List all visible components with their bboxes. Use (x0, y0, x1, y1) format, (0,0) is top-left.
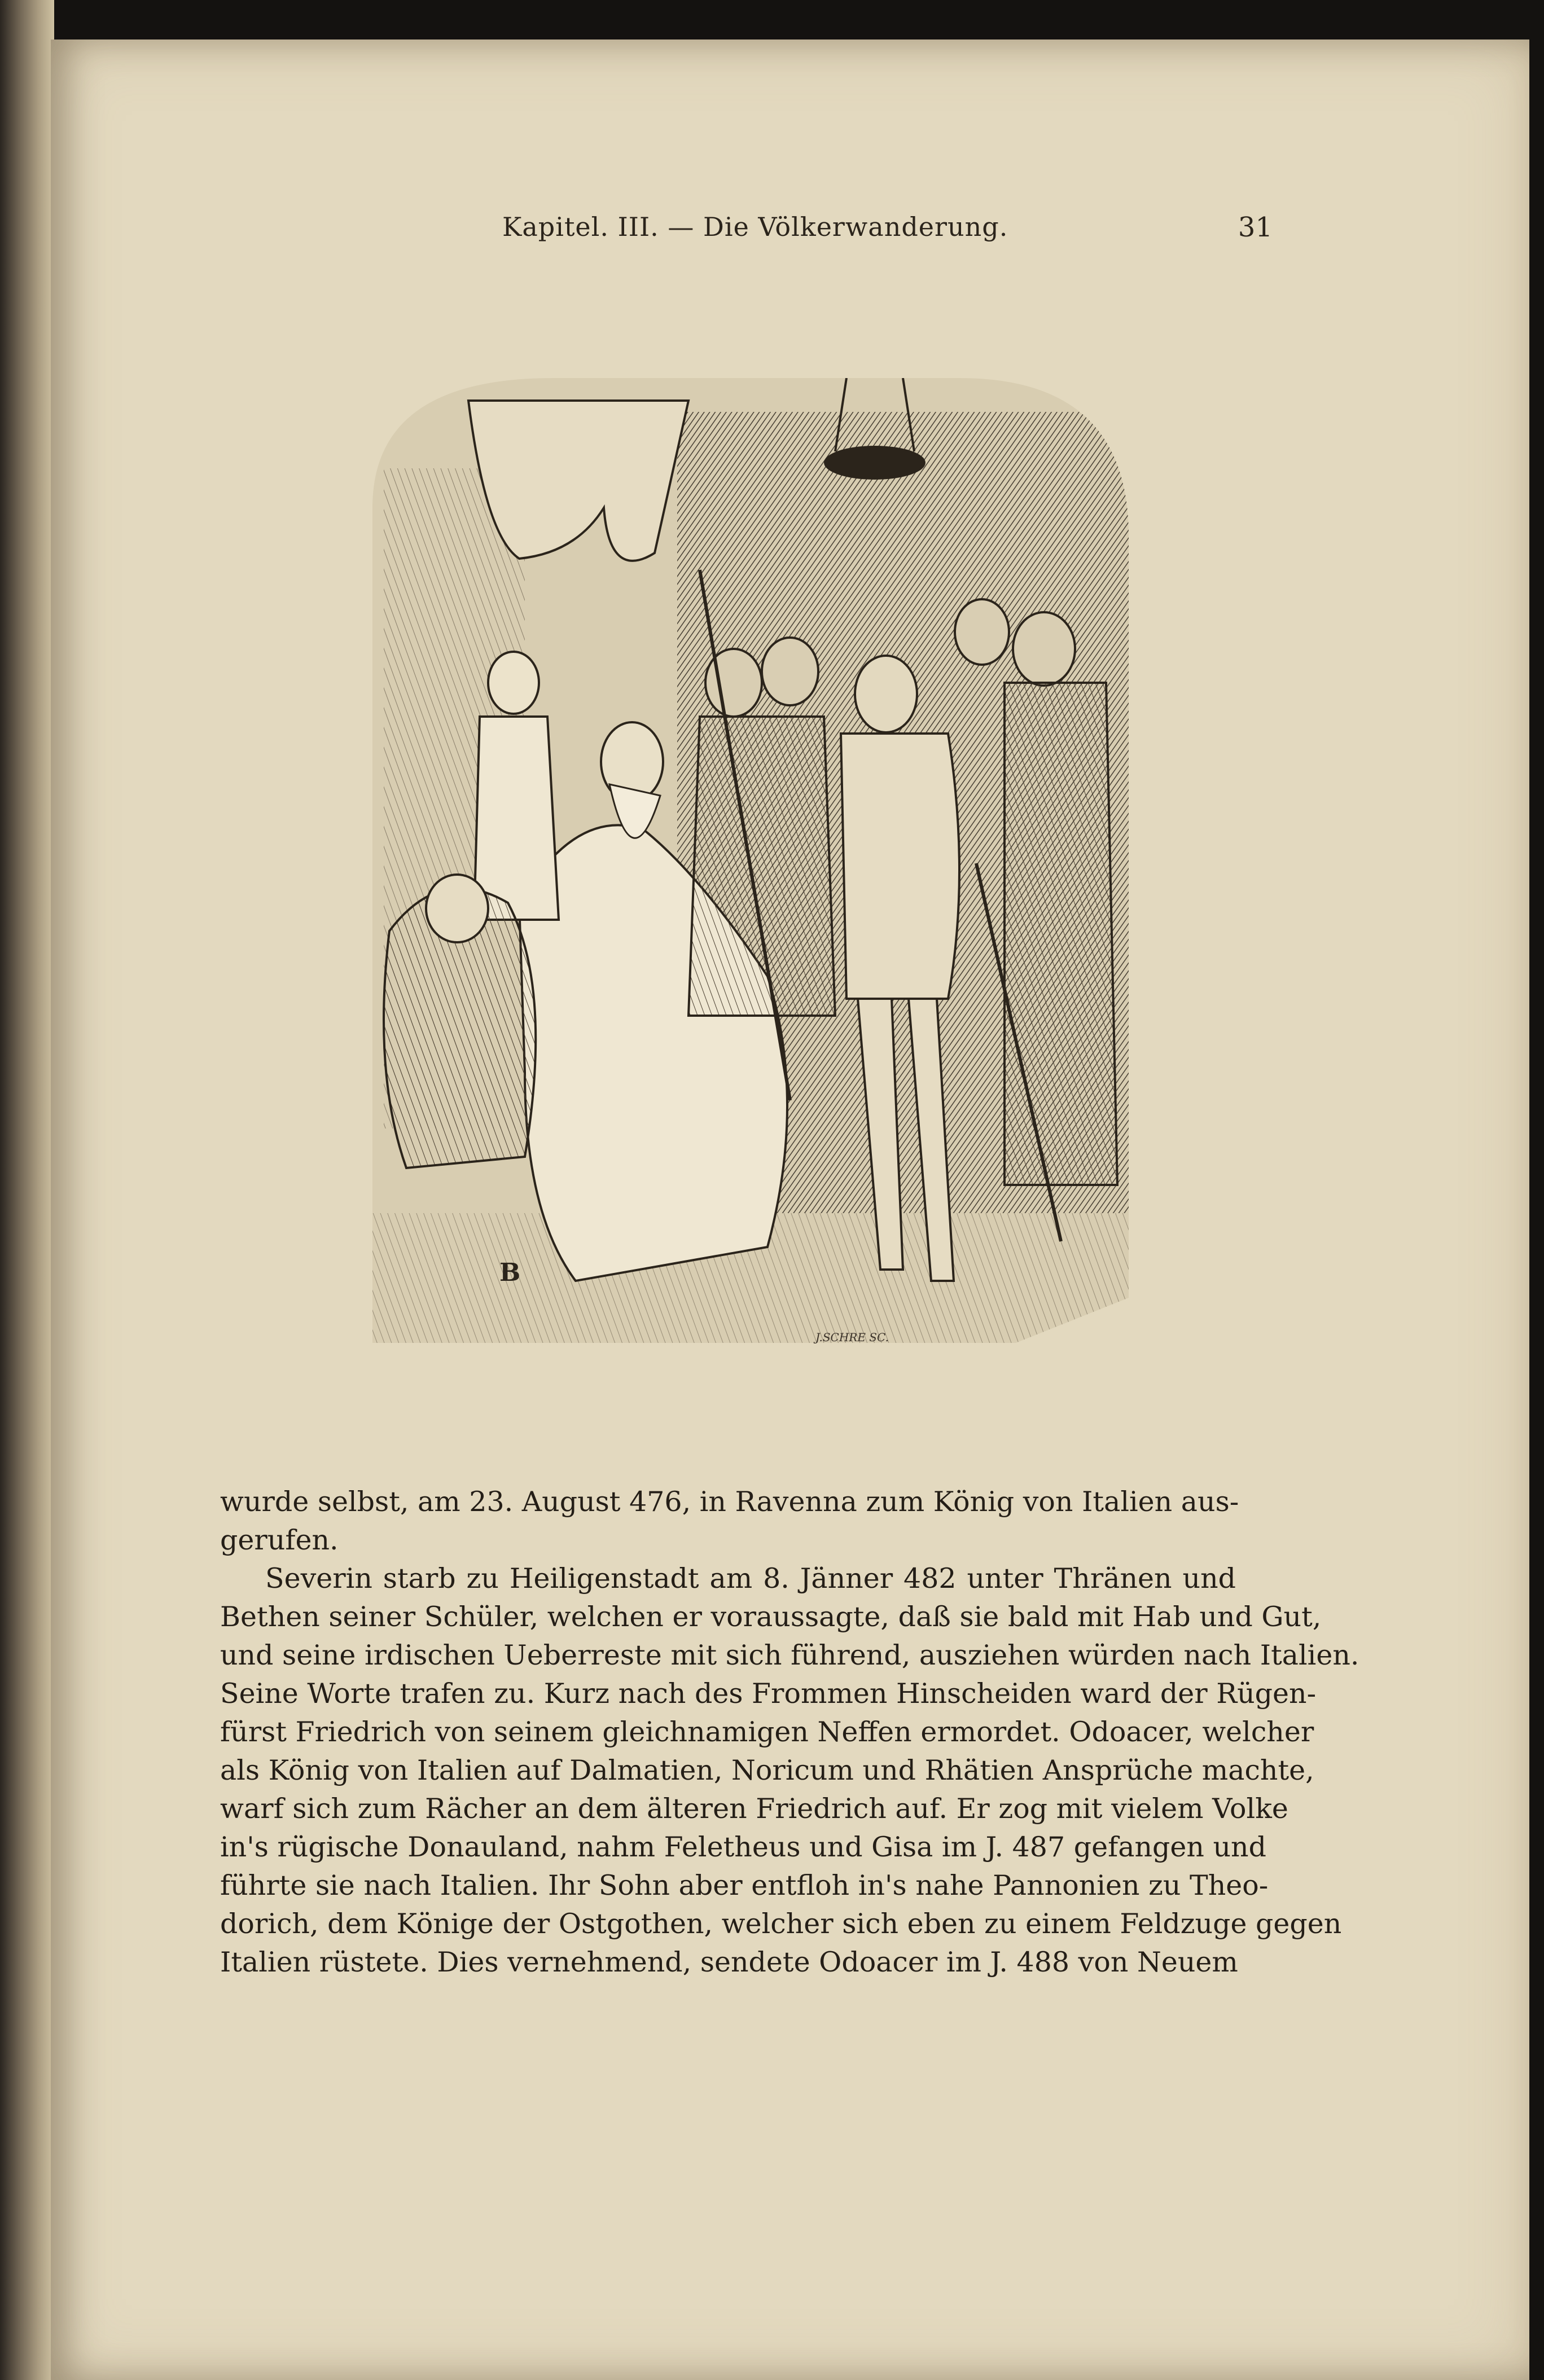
engraving-scene (339, 367, 1146, 1343)
text-line: und seine irdischen Ueberreste mit sich führend, ausziehen würden nach Italien. (220, 1639, 1359, 1671)
text-line: warf sich zum Rächer an dem älteren Friedrich auf. Er zog mit vielem Volke (220, 1793, 1288, 1825)
text-line: Seine Worte trafen zu. Kurz nach des Frommen Hinscheiden ward der Rügen- (220, 1678, 1317, 1710)
chapter-title: Kapitel. III. — Die Völkerwanderung. (502, 212, 1008, 242)
engraver-signature: J.SCHRE SC. (815, 1330, 889, 1344)
text-line: dorich, dem Könige der Ostgothen, welcher sich eben zu einem Feldzuge gegen (220, 1908, 1342, 1940)
text-line: in's rügische Donauland, nahm Feletheus und Gisa im J. 487 gefangen und (220, 1831, 1266, 1863)
body-text (220, 1483, 1359, 1982)
text-line: führte sie nach Italien. Ihr Sohn aber entfloh in's nahe Pannonien zu Theo- (220, 1869, 1269, 1902)
text-line: Bethen seiner Schüler, welchen er voraussagte, daß sie bald mit Hab und Gut, (220, 1601, 1322, 1633)
text-line: Severin starb zu Heiligenstadt am 8. Jänner 482 unter Thränen und (265, 1562, 1236, 1595)
text-line: Italien rüstete. Dies vernehmend, sendete Odoacer im J. 488 von Neuem (220, 1946, 1238, 1978)
running-head (0, 212, 1544, 257)
page-number: 31 (1238, 212, 1273, 243)
book-gutter (0, 0, 54, 2380)
artist-monogram: B (499, 1258, 521, 1287)
engraving-illustration (339, 367, 1146, 1343)
text-line: als König von Italien auf Dalmatien, Noricum und Rhätien Ansprüche machte, (220, 1754, 1314, 1786)
text-line: fürst Friedrich von seinem gleichnamigen Neffen ermordet. Odoacer, welcher (220, 1716, 1314, 1748)
text-line: gerufen. (220, 1524, 339, 1556)
text-line: wurde selbst, am 23. August 476, in Ravenna zum König von Italien aus- (220, 1486, 1239, 1518)
